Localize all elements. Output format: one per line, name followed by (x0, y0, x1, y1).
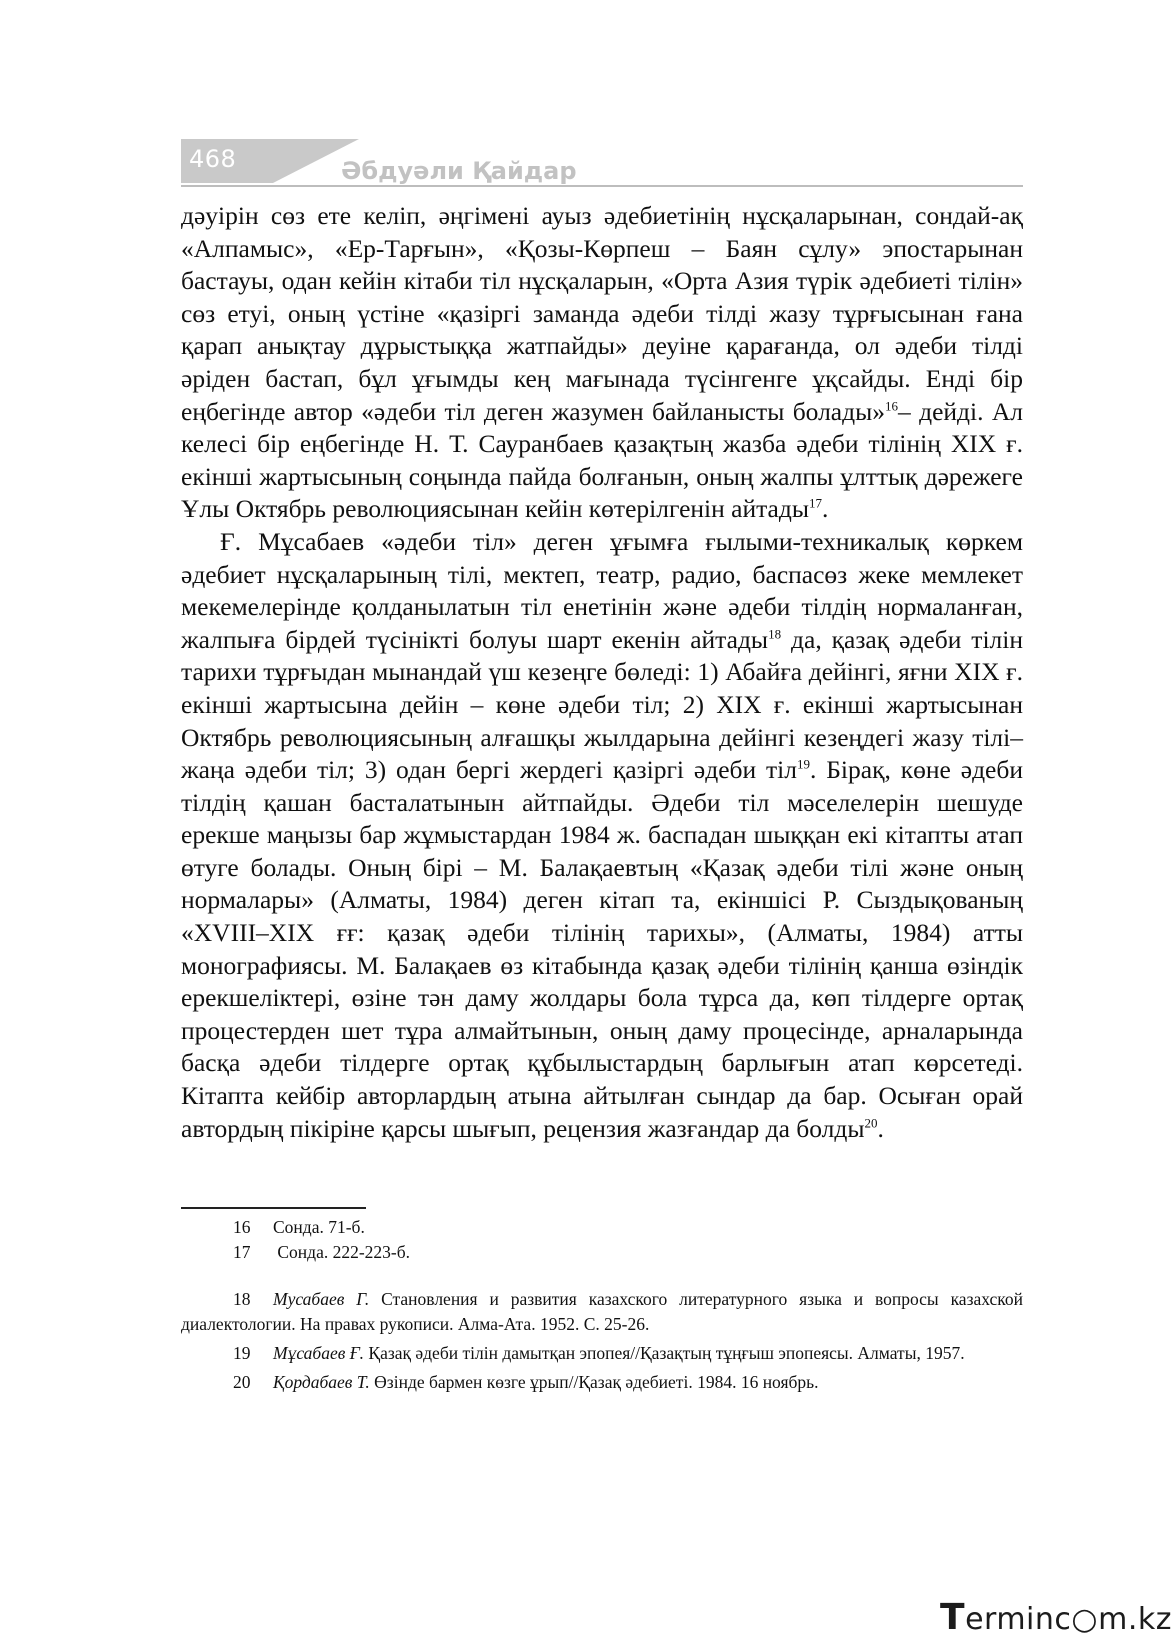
footnote-number: 16 (233, 1217, 251, 1237)
body-text (181, 200, 1023, 1145)
header-rule (181, 185, 1023, 187)
magnifier-icon: ○ (1071, 1602, 1099, 1637)
footnote (181, 1341, 1023, 1366)
footnote (181, 1215, 1023, 1240)
footnote-text: Сонда. 71-б. (273, 1217, 365, 1237)
footnotes (181, 1215, 1023, 1395)
page-number: 468 (189, 145, 237, 173)
footnote (181, 1240, 1023, 1265)
footnote-text: Қазақ әдеби тілін дамытқан эпопея//Қазақтың тұңғыш эпопеясы. Алматы, 1957. (364, 1343, 965, 1363)
footnote-ref[interactable]: 16 (884, 398, 898, 414)
footnote-ref[interactable]: 17 (809, 495, 822, 511)
footnote-ref[interactable]: 18 (768, 626, 782, 642)
footnote-author: Мусабаев Г. (273, 1289, 370, 1309)
footnote-author: Қордабаев Т. (273, 1372, 370, 1392)
footnote-number: 17 (233, 1242, 251, 1262)
footnote-separator (181, 1207, 366, 1209)
paragraph: дәуірін сөз ете келіп, әңгімені ауыз әдебиетінің нұсқаларынан, сондай-ақ «Алпамыс», «Ер-Тарғын», «Қозы-Көрпеш – Баян сұлу» эпостарынан бастауы, одан кейін кітаби тіл нұсқаларын, «Орта Азия түрік әдебиеті тілін» сөз етуі, оның үстіне «қазіргі заманда әдеби тілді жазу тұрғысынан ғана қарап анықтау дұрыстыққа жатпайды» деуіне қарағанда, ол әдеби тілді әріден бастап, бұл ұғымды кең мағынада түсінгенге ұқсайды. Енді бір еңбегінде автор «әдеби тіл деген жазумен байланысты болады»$^{16}$– дейді. Ал келесі бір еңбегінде Н. Т. Сауранбаев қазақтың жазба әдеби тілінің ХІХ ғ. екінші жартысының соңында пайда болғанын, оның жалпы ұлттық дәрежеге Ұлы Октябрь революциясынан кейін көтерілгенін айтады$^{17}$. (181, 201, 1023, 524)
footnote-number: 19 (233, 1343, 251, 1363)
footnote-ref[interactable]: 20 (864, 1115, 878, 1131)
footnote-text: Становления и развития казахского литературного языка и вопросы казахской диалектологии. На правах рукописи. Алма-Ата. 1952. С. 25-26. (181, 1289, 1023, 1334)
footnote-text: Сонда. 222-223-б. (273, 1242, 411, 1262)
footnote-text: Өзінде бармен көзге ұрып//Қазақ әдебиеті. 1984. 16 ноябрь. (369, 1372, 819, 1392)
paragraph: Ғ. Мұсабаев «әдеби тіл» деген ұғымға ғылыми-техникалық көркем әдебиет нұсқаларының тілі, мектеп, театр, радио, баспасөз жеке мемлекет мекемелерінде қолданылатын тіл енетінін және әдеби тілдің нормаланған, жалпыға бірдей түсінікті болуы шарт екенін айтады$^{18}$ да, қазақ әдеби тілін тарихи тұрғыдан мынандай үш кезеңге бөледі: 1) Абайға дейінгі, яғни ХІХ ғ. екінші жартысына дейін – көне әдеби тіл; 2) ХІХ ғ. екінші жартысынан Октябрь революциясының алғашқы жылдарына дейінгі кезеңдегі жазу тілі–жаңа әдеби тіл; 3) одан бергі жердегі қазіргі әдеби тіл$^{19}$. Бірақ, көне әдеби тілдің қашан басталатынын айтпайды. Әдеби тіл мәселелерін шешуде ерекше маңызы бар жұмыстардан 1984 ж. баспадан шыққан екі кітапты атап өтуге болады. Оның бірі – М. Балақаевтың «Қазақ әдеби тілі және оның нормалары» (Алматы, 1984) деген кітап та, екіншісі Р. Сыздықованың «XVIII–XIX ғғ: қазақ әдеби тілінің тарихы», (Алматы, 1984) атты монографиясы. М. Балақаев өз кітабында қазақ әдеби тілінің қанша өзіндік ерекшеліктері, өзіне тән даму жолдары бола тұрса да, көп тілдерге ортақ процестерден шет тұра алмайтынын, оның даму процесінде, арналарында басқа әдеби тілдерге ортақ құбылыстардың барлығын атап көрсетеді. Кітапта кейбір авторлардың атына айтылған сындар да бар. Осыған орай автордың пікіріне қарсы шығып, рецензия жазғандар да болды$^{20}$. (181, 526, 1023, 1143)
footnote-number: 20 (233, 1372, 251, 1392)
running-author: Әбдуәли Қайдар (341, 157, 577, 185)
footnote (181, 1370, 1023, 1395)
footnote (181, 1287, 1023, 1337)
site-watermark-logo: Terminc○m.kz (940, 1597, 1172, 1638)
footnote-ref[interactable]: 19 (797, 756, 810, 772)
footnote-author: Мұсабаев Ғ. (273, 1343, 365, 1363)
footnote-number: 18 (233, 1289, 251, 1309)
running-header (181, 139, 1023, 191)
